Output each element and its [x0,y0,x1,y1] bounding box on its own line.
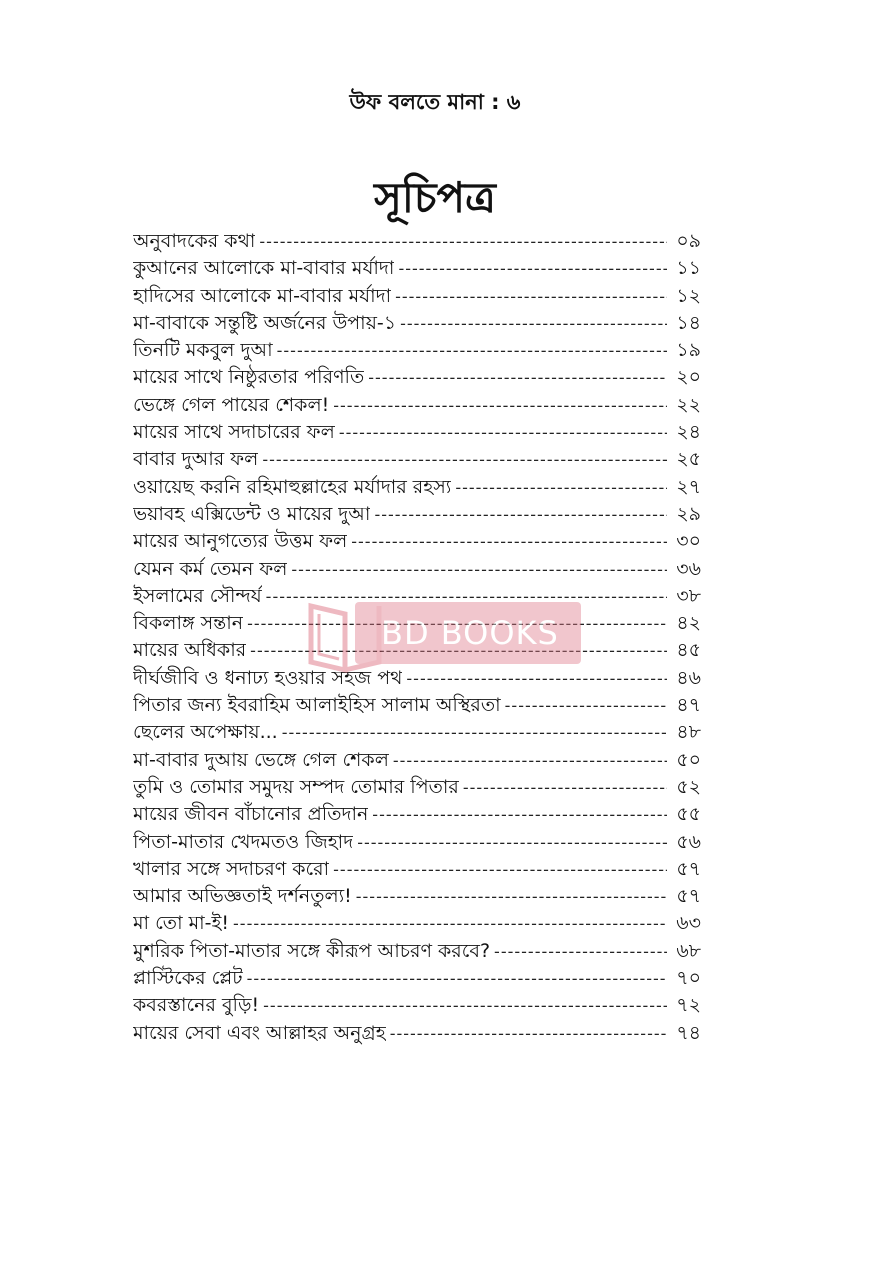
toc-entry-page: ৬৮ [676,939,701,962]
toc-entry-title: কবরস্তানের বুড়ি! [133,994,260,1017]
running-header: উফ বলতে মানা : ৬ [349,90,521,114]
toc-entry-page: ৪৬ [676,666,701,689]
toc-entry-page: ৭২ [676,994,701,1017]
toc-entry[interactable] [133,610,701,637]
toc-entry-page: ৫২ [676,775,701,798]
dot-leader [247,610,667,637]
toc-entry-title: দীর্ঘজীবি ও ধনাঢ্য হওয়ার সহজ পথ [133,666,403,689]
toc-entry-title: মায়ের সেবা এবং আল্লাহর অনুগ্রহ [133,1021,386,1044]
dot-leader [406,665,667,692]
toc-entry[interactable] [133,283,701,310]
toc-entry[interactable] [133,474,701,501]
toc-entry-page: ৫০ [676,748,701,771]
toc-entry-page: ৪৫ [676,639,701,662]
toc-entry-page: ১১ [676,257,701,280]
toc-entry-title: প্লাস্টিকের প্লেট [133,967,243,990]
dot-leader [339,419,667,446]
dot-leader [505,692,667,719]
toc-entry-title: তিনটি মকবুল দুআ [133,339,273,362]
watermark-text: BD BOOKS [381,614,559,652]
toc-entry[interactable] [133,856,701,883]
toc-entry[interactable] [133,829,701,856]
toc-entry-page: ১৯ [676,339,701,362]
toc-entry-page: ১৪ [676,311,701,334]
dot-leader [393,747,667,774]
toc-entry[interactable] [133,719,701,746]
toc-entry-page: ২৫ [676,448,701,471]
toc-entry-page: ০৯ [676,230,701,252]
dot-leader [266,583,667,610]
dot-leader [395,283,667,310]
toc-entry-title: মুশরিক পিতা-মাতার সঙ্গে কীরূপ আচরণ করবে? [133,939,491,962]
toc-entry-title: ইসলামের সৌন্দর্য [133,584,262,607]
dot-leader [372,801,667,828]
toc-entry-title: মায়ের জীবন বাঁচানোর প্রতিদান [133,803,369,826]
toc-entry-page: ৫৬ [676,830,701,853]
toc-entry-title: ছেলের অপেক্ষায়... [133,721,278,744]
toc-entry-title: ওয়ায়েছ করনি রহিমাহুল্লাহের মর্যাদার রহস্য [133,475,452,498]
toc-entry[interactable] [133,692,701,719]
dot-leader [351,528,667,555]
toc-entry[interactable] [133,364,701,391]
dot-leader [291,556,667,583]
toc-entry-page: ৪৮ [676,721,701,744]
toc-entry-page: ২৯ [676,502,701,525]
toc-entry[interactable] [133,938,701,965]
toc-entry[interactable] [133,556,701,583]
toc-entry-title: তুমি ও তোমার সমুদয় সম্পদ তোমার পিতার [133,775,459,798]
dot-leader [282,719,667,746]
toc-entry[interactable] [133,637,701,664]
toc-entry-title: মায়ের সাথে সদাচারের ফল [133,421,335,444]
toc-entry-page: ৫৭ [676,885,701,908]
dot-leader [356,883,667,910]
dot-leader [400,310,667,337]
dot-leader [357,829,667,856]
toc-entry-title: মায়ের সাথে নিষ্ঠুরতার পরিণতি [133,366,365,389]
toc-entry[interactable] [133,501,701,528]
dot-leader [374,501,667,528]
toc-entry-title: অনুবাদকের কথা [133,230,256,252]
toc-entry-page: ৪২ [676,612,701,635]
toc-entry-page: ২২ [676,393,701,416]
toc-entry-page: ২৭ [676,475,701,498]
toc-entry-page: ৫৫ [676,803,701,826]
toc-entry[interactable] [133,392,701,419]
toc-entry[interactable] [133,747,701,774]
toc-entry-title: মায়ের অধিকার [133,639,247,662]
dot-leader [368,364,667,391]
dot-leader [250,637,667,664]
toc-entry-title: মা-বাবার দুআয় ভেঙ্গে গেল শেকল [133,748,389,771]
toc-entry-title: আমার অভিজ্ঞতাই দর্শনতুল্য! [133,885,352,908]
table-of-contents [133,228,701,1047]
toc-entry[interactable] [133,446,701,473]
toc-entry-page: ২৪ [676,421,701,444]
toc-entry-page: ২০ [676,366,701,389]
dot-leader [463,774,667,801]
toc-entry-title: ভেঙ্গে গেল পায়ের শেকল! [133,393,330,416]
toc-entry[interactable] [133,665,701,692]
dot-leader [455,474,667,501]
toc-entry-title: পিতা-মাতার খেদমতও জিহাদ [133,830,354,853]
dot-leader [259,228,667,255]
toc-entry-title: বাবার দুআর ফল [133,448,259,471]
toc-entry-title: মা-বাবাকে সন্তুষ্টি অর্জনের উপায়-১ [133,311,397,334]
toc-entry-title: যেমন কর্ম তেমন ফল [133,557,288,580]
toc-entry-page: ৩৮ [676,584,701,607]
toc-entry[interactable] [133,255,701,282]
toc-entry[interactable] [133,419,701,446]
toc-entry[interactable] [133,337,701,364]
toc-entry-page: ৪৭ [676,694,701,717]
toc-entry-page: ৩৬ [676,557,701,580]
toc-entry[interactable] [133,801,701,828]
dot-leader [277,337,667,364]
toc-entry[interactable] [133,228,701,255]
toc-entry-title: মায়ের আনুগত্যের উত্তম ফল [133,530,348,553]
toc-entry-title: কুআনের আলোকে মা-বাবার মর্যাদা [133,257,395,280]
page-title: সূচিপত্র [374,173,496,222]
toc-entry-title: খালার সঙ্গে সদাচরণ করো [133,857,330,880]
toc-entry-title: পিতার জন্য ইবরাহিম আলাইহিস সালাম অস্থিরতা [133,694,501,717]
toc-entry[interactable] [133,583,701,610]
dot-leader [398,255,667,282]
toc-entry[interactable] [133,310,701,337]
toc-entry-page: ৫৭ [676,857,701,880]
dot-leader [263,992,667,1019]
dot-leader [494,938,667,965]
dot-leader [233,910,667,937]
toc-entry-page: ৩০ [676,530,701,553]
toc-entry[interactable] [133,883,701,910]
toc-entry-page: ৬৩ [676,912,701,935]
dot-leader [262,446,667,473]
dot-leader [390,1020,667,1047]
toc-entry[interactable] [133,965,701,992]
toc-entry[interactable] [133,992,701,1019]
toc-entry-title: হাদিসের আলোকে মা-বাবার মর্যাদা [133,284,392,307]
toc-entry-title: মা তো মা-ই! [133,912,230,935]
dot-leader [247,965,667,992]
toc-entry-title: বিকলাঙ্গ সন্তান [133,612,244,635]
toc-entry-page: ১২ [676,284,701,307]
toc-entry[interactable] [133,528,701,555]
toc-entry[interactable] [133,910,701,937]
toc-entry-page: ৭০ [676,967,701,990]
toc-entry-page: ৭৪ [676,1021,701,1044]
toc-entry-title: ভয়াবহ এক্সিডেন্ট ও মায়ের দুআ [133,502,371,525]
dot-leader [333,856,667,883]
dot-leader [333,392,667,419]
toc-entry[interactable] [133,774,701,801]
toc-entry[interactable] [133,1020,701,1047]
